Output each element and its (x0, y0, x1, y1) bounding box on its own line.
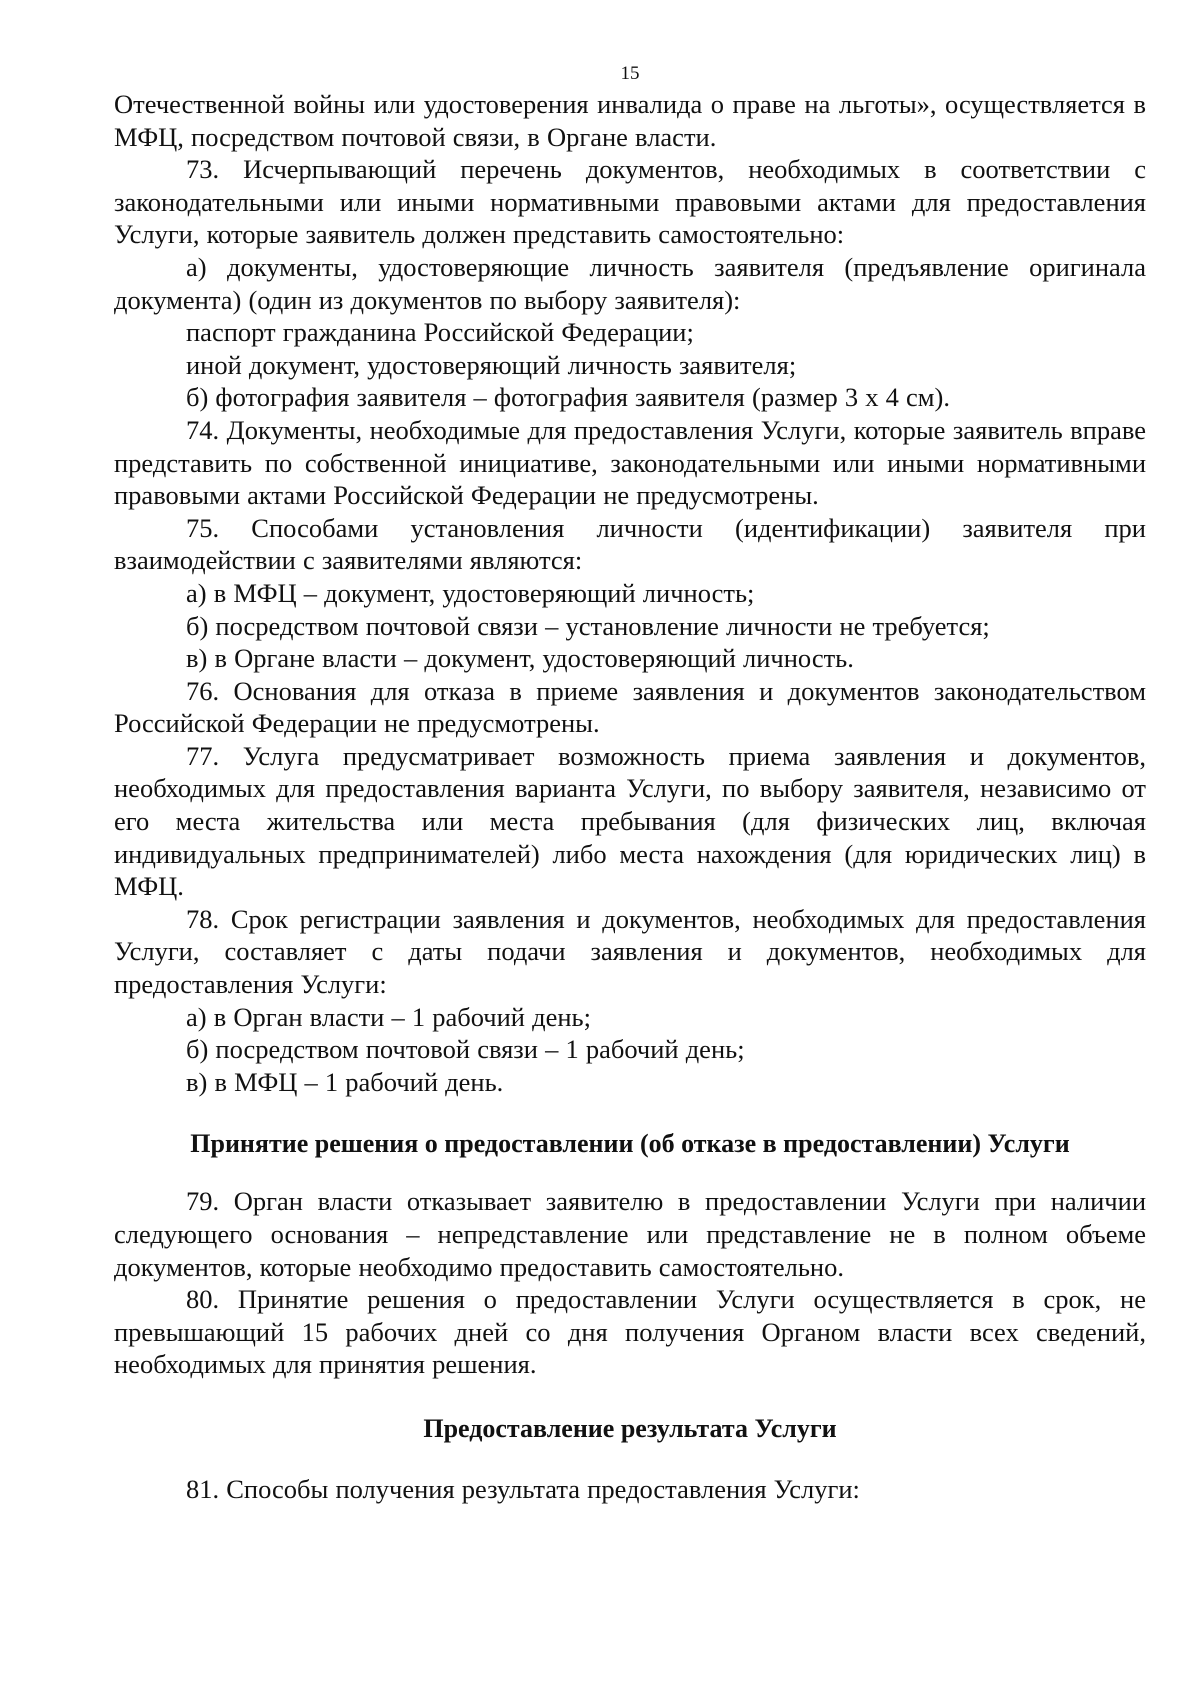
document-page (114, 62, 1146, 1506)
paragraph-76: 76. Основания для отказа в приеме заявления и документов законодательством Российской Федерации не предусмотрены. (114, 675, 1146, 739)
paragraph-74: 74. Документы, необходимые для предоставления Услуги, которые заявитель вправе представить по собственной инициативе, законодательными или иными нормативными правовыми актами Российской Федерации не предусмотрены. (114, 414, 1146, 511)
paragraph-73-b: б) фотография заявителя – фотография заявителя (размер 3 х 4 см). (186, 382, 950, 413)
paragraph-80: 80. Принятие решения о предоставлении Услуги осуществляется в срок, не превышающий 15 рабочих дней со дня получения Органом власти всех сведений, необходимых для принятия решения. (114, 1284, 1146, 1380)
paragraph-77: 77. Услуга предусматривает возможность приема заявления и документов, необходимых для предоставления варианта Услуги, по выбору заявителя, независимо от его места жительства или места пребывания (для физических лиц, включая индивидуальных предпринимателей) либо места нахождения (для юридических лиц) в МФЦ. (114, 740, 1146, 902)
paragraph-78: 78. Срок регистрации заявления и документов, необходимых для предоставления Услуги, составляет с даты подачи заявления и документов, необходимых для предоставления Услуги: (114, 903, 1146, 1000)
page-number: 15 (620, 63, 640, 84)
paragraph-75-c: в) в Органе власти – документ, удостоверяющий личность. (186, 643, 854, 674)
section-heading-result: Предоставление результата Услуги (423, 1413, 837, 1443)
paragraph-73-a: а) документы, удостоверяющие личность заявителя (предъявление оригинала документа) (один из документов по выбору заявителя): (114, 251, 1146, 315)
paragraph-81: 81. Способы получения результата предоставления Услуги: (186, 1473, 860, 1504)
paragraph-78-a: а) в Орган власти – 1 рабочий день; (186, 1001, 591, 1032)
paragraph-continuation: Отечественной войны или удостоверения инвалида о праве на льготы», осуществляется в МФЦ, посредством почтовой связи, в Органе власти. (114, 89, 1146, 152)
paragraph-73: 73. Исчерпывающий перечень документов, необходимых в соответствии с законодательными или иными нормативными правовыми актами для предоставления Услуги, которые заявитель должен представить самостоятельно: (114, 154, 1146, 250)
section-heading-decision: Принятие решения о предоставлении (об отказе в предоставлении) Услуги (190, 1129, 1070, 1159)
paragraph-75: 75. Способами установления личности (идентификации) заявителя при взаимодействии с заявителями являются: (114, 512, 1146, 576)
paragraph-79: 79. Орган власти отказывает заявителю в предоставлении Услуги при наличии следующего основания – непредставление или представление не в полном объеме документов, которые необходимо предоставить самостоятельно. (114, 1186, 1146, 1282)
paragraph-75-b: б) посредством почтовой связи – установление личности не требуется; (186, 610, 990, 641)
paragraph-78-c: в) в МФЦ – 1 рабочий день. (186, 1066, 504, 1097)
list-item-other-document: иной документ, удостоверяющий личность заявителя; (186, 349, 797, 380)
paragraph-78-b: б) посредством почтовой связи – 1 рабочий день; (186, 1034, 745, 1065)
list-item-passport: паспорт гражданина Российской Федерации; (186, 317, 694, 348)
paragraph-75-a: а) в МФЦ – документ, удостоверяющий личность; (186, 577, 755, 608)
